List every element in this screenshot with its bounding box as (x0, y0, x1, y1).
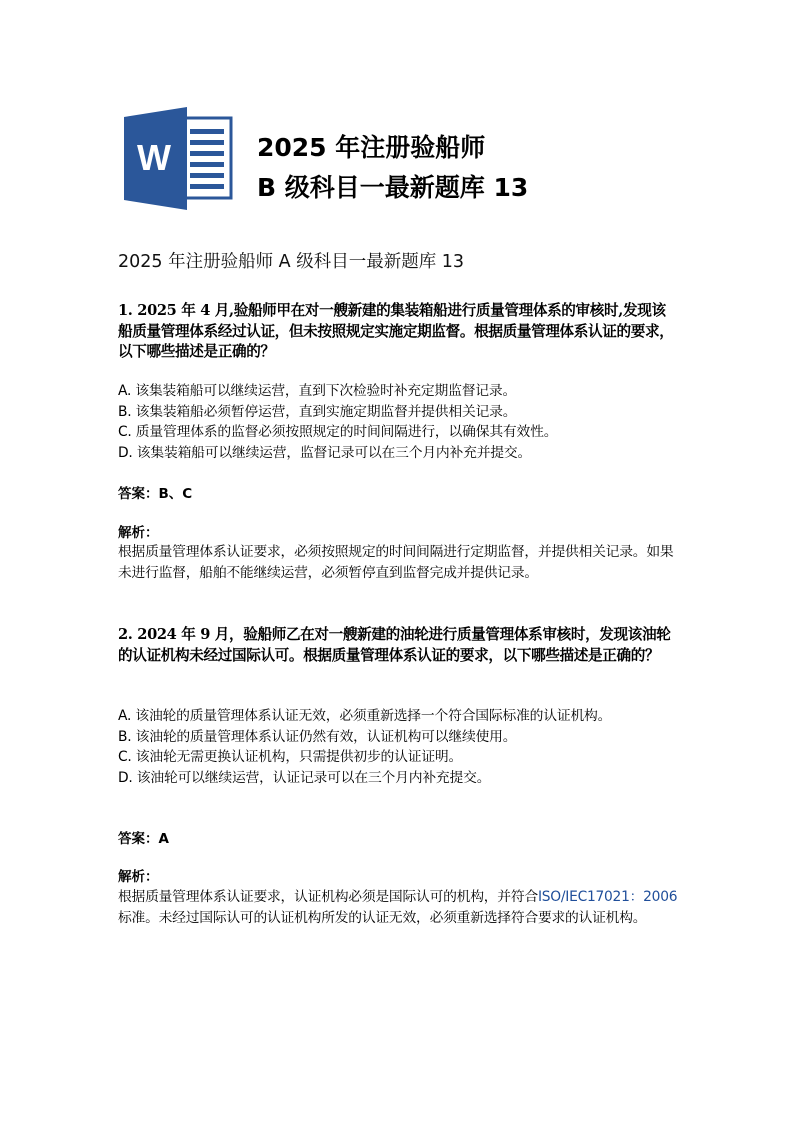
explanation-text-part-2: 标准。未经过国际认可的认证机构所发的认证无效，必须重新选择符合要求的认证机构。 (118, 909, 647, 926)
question-1-text: 1. 2025 年 4 月,验船师甲在对一艘新建的集装箱船进行质量管理体系的审核时,发现该船质量管理体系经过认证，但未按照规定实施定期监督。根据质量管理体系认证的要求，以下哪些描述是正确的？ (118, 302, 674, 360)
question-2-text: 2. 2024 年 9 月，验船师乙在对一艘新建的油轮进行质量管理体系审核时，发现该油轮的认证机构未经过国际认可。根据质量管理体系认证的要求，以下哪些描述是正确的？ (118, 626, 671, 664)
document-title (257, 128, 528, 208)
title-line-1: 2025 年注册验船师 (257, 133, 486, 162)
question-2-answer: 答案：A (118, 831, 169, 847)
option-d: D. 该油轮可以继续运营，认证记录可以在三个月内补充提交。 (118, 769, 491, 786)
svg-text:W: W (137, 137, 171, 178)
option-b: B. 该集装箱船必须暂停运营，直到实施定期监督并提供相关记录。 (118, 403, 517, 420)
option-b: B. 该油轮的质量管理体系认证仍然有效，认证机构可以继续使用。 (118, 728, 517, 745)
question-2-explanation (118, 887, 678, 928)
title-line-2: B 级科目一最新题库 13 (257, 173, 529, 202)
question-1-answer: 答案：B、C (118, 486, 193, 502)
option-a: A. 该集装箱船可以继续运营，直到下次检验时补充定期监督记录。 (118, 383, 517, 399)
word-document-icon (124, 107, 234, 210)
subtitle: 2025 年注册验船师 A 级科目一最新题库 13 (118, 252, 465, 272)
question-2-options (118, 706, 678, 788)
iso-standard-reference: ISO/IEC17021：2006 (537, 889, 678, 905)
option-c: C. 质量管理体系的监督必须按照规定的时间间隔进行，以确保其有效性。 (118, 424, 558, 441)
question-1-options (118, 381, 678, 463)
question-2-explanation-title: 解析： (118, 869, 159, 885)
option-a: A. 该油轮的质量管理体系认证无效，必须重新选择一个符合国际标准的认证机构。 (118, 708, 612, 724)
question-1-explanation-title: 解析： (118, 525, 159, 541)
option-d: D. 该集装箱船可以继续运营，监督记录可以在三个月内补充并提交。 (118, 444, 532, 461)
explanation-text-part-1: 根据质量管理体系认证要求，认证机构必须是国际认可的机构，并符合 (118, 889, 538, 905)
option-c: C. 该油轮无需更换认证机构，只需提供初步的认证证明。 (118, 749, 463, 766)
question-1-explanation: 根据质量管理体系认证要求，必须按照规定的时间间隔进行定期监督，并提供相关记录。如果未进行监督，船舶不能继续运营，必须暂停直到监督完成并提供记录。 (118, 544, 674, 581)
